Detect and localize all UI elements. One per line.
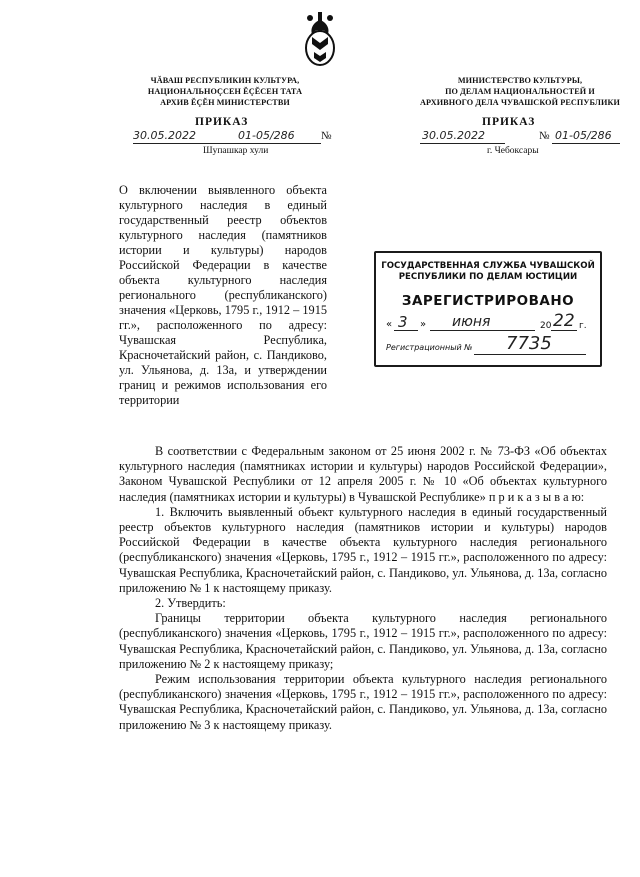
stamp-year-prefix: 20 (540, 321, 552, 331)
header-left-organization (120, 75, 330, 108)
right-order-number: 01-05/286 (555, 129, 612, 142)
stamp-month: июня (452, 314, 491, 330)
body-paragraph-item-1: 1. Включить выявленный объект культурного наследия в единый государственный реестр объектов культурного наследия (памятников истории и культуры) народов Российской Федерации в качестве объекта культурного наследия регионального (республиканского) значения «Церковь, 1795 г., 1912 – 1915 гг.», расположенного по адресу: Чувашская Республика, Красночетайский район, с. Пандиково, ул. Ульянова, д. 13а, согласно приложению № 1 к настоящему приказу. (119, 504, 607, 595)
stamp-authority (376, 261, 600, 283)
right-city: г. Чебоксары (487, 146, 539, 156)
header-left-line: ЧĂВАШ РЕСПУБЛИКИН КУЛЬТУРА, (150, 76, 300, 85)
stamp-authority-line: РЕСПУБЛИКИ ПО ДЕЛАМ ЮСТИЦИИ (398, 272, 578, 282)
stamp-year-suffix: 22 (553, 311, 575, 331)
right-number-sign: № (539, 130, 550, 142)
body-paragraph-item-2: 2. Утвердить: (155, 596, 226, 611)
header-right-organization (410, 75, 630, 108)
left-date-number-line (133, 143, 321, 144)
left-order-title: ПРИКАЗ (195, 116, 249, 128)
left-city: Шупашкар хули (203, 146, 269, 156)
stamp-number-line (386, 333, 591, 359)
body-paragraph-regime: Режим использования территории объекта культурного наследия регионального (республиканского) значения «Церковь, 1795 г., 1912 – 1915 гг.», расположенного по адресу: Чувашская Республика, Красночетайский район, с. Пандиково, ул. Ульянова, д. 13а, согласно приложению № 3 к настоящему приказу. (119, 672, 607, 732)
body-paragraph-preamble: В соответствии с Федеральным законом от 25 июня 2002 г. № 73-ФЗ «Об объектах культурного наследия (памятниках истории и культуры) народов Российской Федерации», Законом Чувашской Республики от 12 апреля 2005 г. № 10 «Об объектах культурного наследия (памятниках истории и культуры) в Чувашской Республике» п р и к а з ы в а ю: (119, 444, 607, 504)
body-paragraph-boundaries: Границы территории объекта культурного наследия регионального (республиканского) значения «Церковь, 1795 г., 1912 – 1915 гг.», расположенного по адресу: Чувашская Республика, Красночетайский район, с. Пандиково, ул. Ульянова, д. 13а, согласно приложению № 2 к настоящему приказу; (119, 611, 607, 671)
header-right-line: ПО ДЕЛАМ НАЦИОНАЛЬНОСТЕЙ И (445, 87, 595, 96)
header-right-line: АРХИВНОГО ДЕЛА ЧУВАШСКОЙ РЕСПУБЛИКИ (420, 98, 620, 107)
right-order-date: 30.05.2022 (422, 129, 485, 142)
stamp-quote-open: « (386, 319, 393, 330)
stamp-authority-line: ГОСУДАРСТВЕННАЯ СЛУЖБА ЧУВАШСКОЙ (381, 261, 595, 271)
header-right-line: МИНИСТЕРСТВО КУЛЬТУРЫ, (457, 76, 583, 85)
stamp-day-underline (394, 330, 418, 331)
stamp-day: 3 (398, 313, 408, 331)
stamp-year-end: г. (579, 321, 587, 331)
order-body (119, 444, 607, 733)
right-order-title: ПРИКАЗ (482, 116, 536, 128)
stamp-number-underline (474, 354, 586, 355)
stamp-reg-label: Регистрационный № (386, 343, 473, 352)
left-order-number: 01-05/286 (238, 129, 295, 142)
right-number-line (552, 143, 620, 144)
order-subject: О включении выявленного объекта культурного наследия в единый государственный реестр объектов культурного наследия (памятников истории и культуры) народов Российской Федерации в качестве объекта культурного наследия регионального (республиканского) значения «Церковь, 1795 г., 1912 – 1915 гг.», расположенного по адресу: Чувашская Республика, Красночетайский район, с. Пандиково, ул. Ульянова, д. 13а, и утверждении границ и режимов использования его территории (119, 183, 327, 407)
header-left-line: АРХИВ ĔÇĔН МИНИСТЕРСТВИ (160, 98, 290, 107)
header-left-line: НАЦИОНАЛЬНОÇСЕН ĔÇĔСЕН ТАТА (147, 87, 303, 96)
stamp-date-line (386, 311, 591, 335)
stamp-month-underline (430, 330, 535, 331)
left-order-date: 30.05.2022 (133, 129, 196, 142)
coat-of-arms-emblem-icon (300, 10, 340, 68)
left-number-sign: № (321, 130, 332, 142)
stamp-quote-close: » (420, 319, 427, 330)
stamp-year-underline (551, 330, 577, 331)
registration-stamp (374, 251, 602, 367)
stamp-reg-number: 7735 (506, 333, 552, 354)
right-date-line (420, 143, 505, 144)
stamp-registered-label: ЗАРЕГИСТРИРОВАНО (401, 293, 575, 309)
